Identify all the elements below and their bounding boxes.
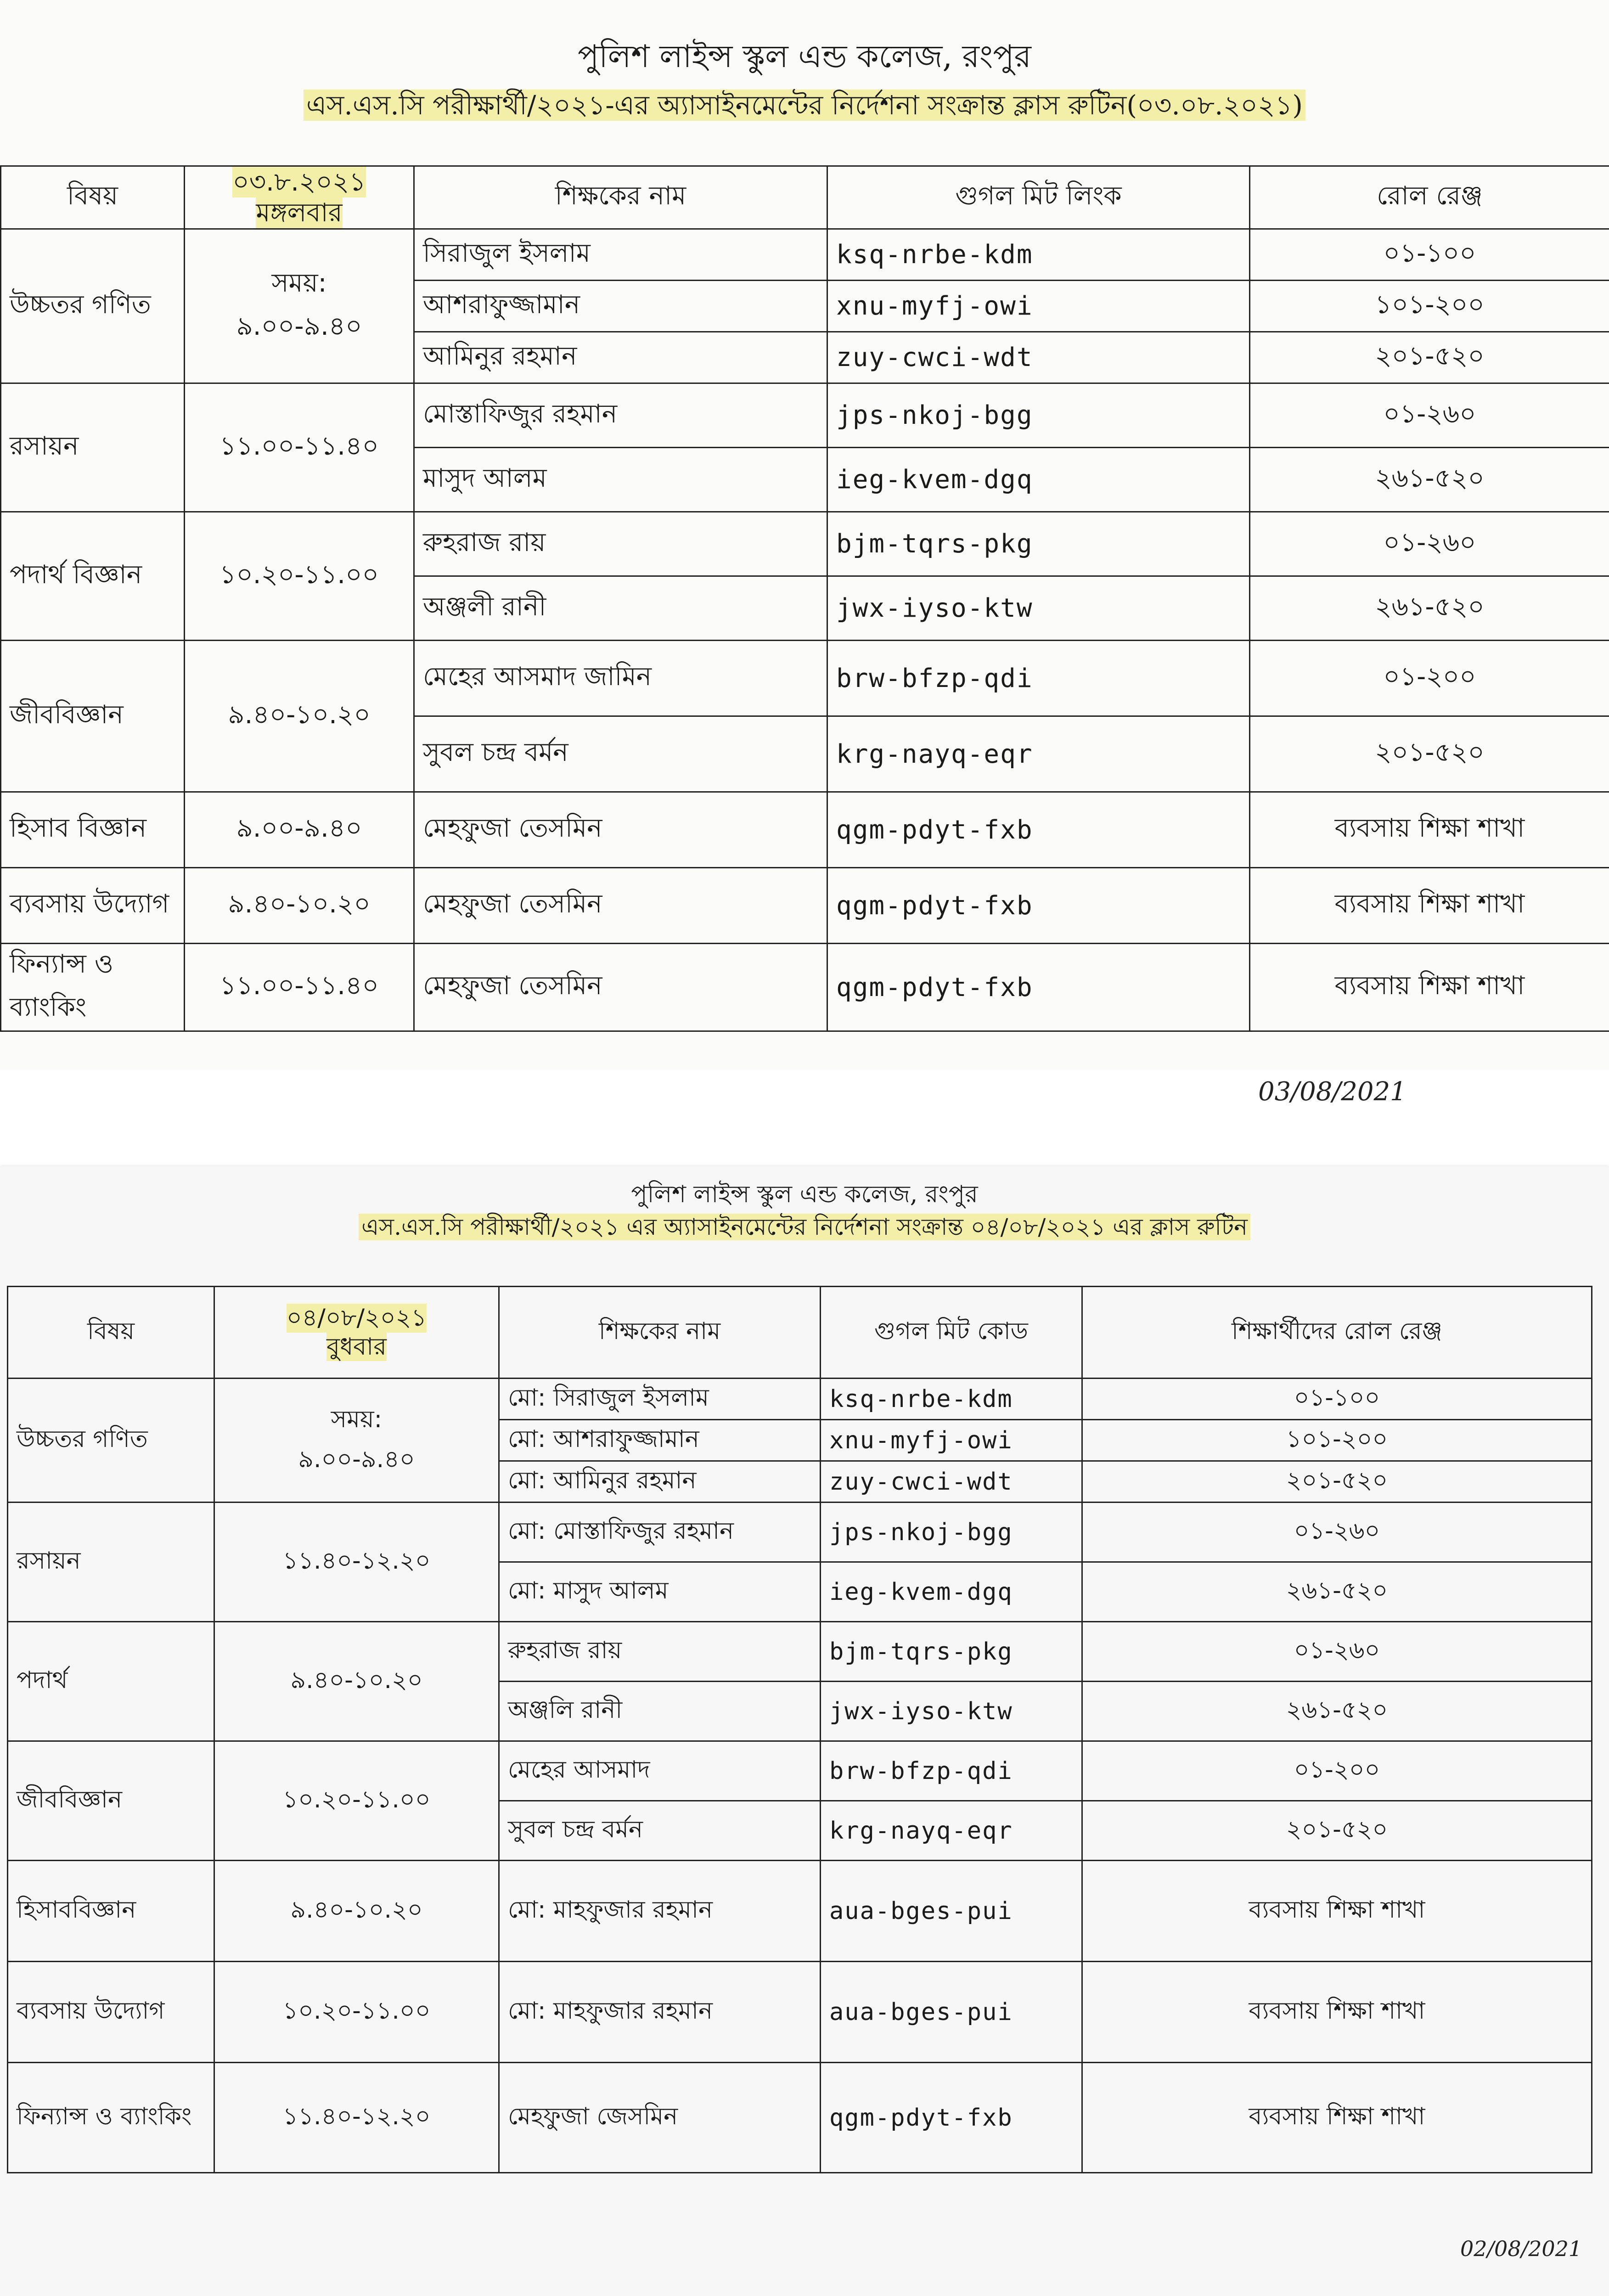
sheet2-subtitle: এস.এস.সি পরীক্ষার্থী/২০২১ এর অ্যাসাইনমেন্টের নির্দেশনা সংক্রান্ত ০৪/০৮/২০২১ এর ক্লাস রুটিন xyxy=(0,1210,1609,1248)
time-value: ৯.০০-৯.৪০ xyxy=(236,311,362,341)
table-row xyxy=(1,383,1609,448)
routine-table-2 xyxy=(7,1286,1592,2173)
teacher-cell: অঞ্জলী রানী xyxy=(414,576,827,641)
teacher-cell: মেহফুজা তেসমিন xyxy=(414,868,827,944)
time-label: সময়: xyxy=(331,1405,383,1433)
time-value: ৯.৪০-১০.২০ xyxy=(228,889,371,919)
roll-range-cell: ০১-২৬০ xyxy=(1082,1503,1592,1562)
subject-cell: জীববিজ্ঞান xyxy=(8,1741,214,1861)
header-link: গুগল মিট লিংক xyxy=(827,166,1250,229)
meet-code-cell: zuy-cwci-wdt xyxy=(827,332,1250,383)
roll-range-cell: ০১-১০০ xyxy=(1082,1379,1592,1420)
time-cell xyxy=(214,1379,499,1503)
time-value: ৯.০০-৯.৪০ xyxy=(298,1445,415,1473)
time-value: ১১.০০-১১.৪০ xyxy=(219,431,379,461)
subject-cell: হিসাব বিজ্ঞান xyxy=(1,792,185,868)
meet-code-cell: jps-nkoj-bgg xyxy=(827,383,1250,448)
signature-date-2: 02/08/2021 xyxy=(1460,2236,1582,2261)
subject-cell: উচ্চতর গণিত xyxy=(8,1379,214,1503)
header-date-day xyxy=(214,1287,499,1379)
time-value: ১১.০০-১১.৪০ xyxy=(219,971,379,1001)
subject-cell: রসায়ন xyxy=(1,383,185,512)
table-body-2 xyxy=(8,1379,1592,2173)
teacher-cell: মো: আমিনুর রহমান xyxy=(499,1461,821,1503)
meet-code-cell: jps-nkoj-bgg xyxy=(821,1503,1082,1562)
roll-range-cell: ২০১-৫২০ xyxy=(1082,1801,1592,1861)
roll-range-cell: ২৬১-৫২০ xyxy=(1082,1682,1592,1741)
subject-cell: পদার্থ xyxy=(8,1622,214,1741)
header-date: ০৪/০৮/২০২১ xyxy=(286,1304,427,1332)
meet-code-cell: jwx-iyso-ktw xyxy=(821,1682,1082,1741)
teacher-cell: মো: মাসুদ আলম xyxy=(499,1562,821,1622)
table-row xyxy=(1,229,1609,281)
roll-range-cell: ২০১-৫২০ xyxy=(1250,716,1609,792)
teacher-cell: মোস্তাফিজুর রহমান xyxy=(414,383,827,448)
meet-code-cell: zuy-cwci-wdt xyxy=(821,1461,1082,1503)
time-value: ১০.২০-১১.০০ xyxy=(282,1786,431,1813)
roll-range-cell: ০১-২০০ xyxy=(1082,1741,1592,1801)
signature-date-1: 03/08/2021 xyxy=(1258,1077,1406,1107)
roll-range-cell: ২৬১-৫২০ xyxy=(1250,576,1609,641)
time-value: ১১.৪০-১২.২০ xyxy=(282,2103,431,2130)
header-subject: বিষয় xyxy=(8,1287,214,1379)
roll-range-cell: ব্যবসায় শিক্ষা শাখা xyxy=(1250,792,1609,868)
time-cell xyxy=(214,1962,499,2063)
header-day: বুধবার xyxy=(326,1333,387,1361)
table-row xyxy=(1,512,1609,576)
time-cell xyxy=(214,1861,499,1962)
table-header-row xyxy=(8,1287,1592,1379)
table-row xyxy=(8,1861,1592,1962)
roll-range-cell: ২০১-৫২০ xyxy=(1250,332,1609,383)
time-label: সময়: xyxy=(271,268,327,298)
table-row xyxy=(8,1622,1592,1682)
subject-cell: ব্যবসায় উদ্যোগ xyxy=(8,1962,214,2063)
teacher-cell: মাসুদ আলম xyxy=(414,448,827,512)
meet-code-cell: aua-bges-pui xyxy=(821,1861,1082,1962)
routine-table-1 xyxy=(0,165,1609,1032)
teacher-cell: মো: মোস্তাফিজুর রহমান xyxy=(499,1503,821,1562)
teacher-cell: মেহফুজা জেসমিন xyxy=(499,2063,821,2173)
meet-code-cell: qgm-pdyt-fxb xyxy=(827,868,1250,944)
roll-range-cell: ২০১-৫২০ xyxy=(1082,1461,1592,1503)
time-cell xyxy=(185,383,414,512)
meet-code-cell: xnu-myfj-owi xyxy=(821,1420,1082,1461)
time-cell xyxy=(214,1503,499,1622)
header-day: মঙ্গলবার xyxy=(256,198,343,228)
table-row xyxy=(1,944,1609,1031)
meet-code-cell: qgm-pdyt-fxb xyxy=(827,944,1250,1031)
teacher-cell: রুহরাজ রায় xyxy=(499,1622,821,1682)
time-cell xyxy=(185,868,414,944)
header-subject: বিষয় xyxy=(1,166,185,229)
meet-code-cell: ksq-nrbe-kdm xyxy=(827,229,1250,281)
roll-range-cell: ব্যবসায় শিক্ষা শাখা xyxy=(1082,1962,1592,2063)
roll-range-cell: ০১-১০০ xyxy=(1250,229,1609,281)
roll-range-cell: ২৬১-৫২০ xyxy=(1082,1562,1592,1622)
time-cell xyxy=(185,792,414,868)
teacher-cell: সুবল চন্দ্র বর্মন xyxy=(499,1801,821,1861)
meet-code-cell: ksq-nrbe-kdm xyxy=(821,1379,1082,1420)
time-cell xyxy=(185,944,414,1031)
table-row xyxy=(1,868,1609,944)
table-row xyxy=(1,792,1609,868)
time-cell xyxy=(185,512,414,641)
time-value: ১১.৪০-১২.২০ xyxy=(282,1547,431,1575)
table-row xyxy=(8,2063,1592,2173)
signature-2 xyxy=(1460,2236,1582,2261)
teacher-cell: মেহফুজা তেসমিন xyxy=(414,792,827,868)
teacher-cell: মো: সিরাজুল ইসলাম xyxy=(499,1379,821,1420)
subject-cell: হিসাববিজ্ঞান xyxy=(8,1861,214,1962)
time-value: ৯.৪০-১০.২০ xyxy=(290,1666,423,1694)
subject-cell: উচ্চতর গণিত xyxy=(1,229,185,383)
teacher-cell: মেহফুজা তেসমিন xyxy=(414,944,827,1031)
meet-code-cell: aua-bges-pui xyxy=(821,1962,1082,2063)
subject-cell: ফিন্যান্স ও ব্যাংকিং xyxy=(1,944,185,1031)
table-row xyxy=(8,1741,1592,1801)
teacher-cell: মো: মাহফুজার রহমান xyxy=(499,1861,821,1962)
meet-code-cell: ieg-kvem-dgq xyxy=(821,1562,1082,1622)
teacher-cell: আমিনুর রহমান xyxy=(414,332,827,383)
roll-range-cell: ব্যবসায় শিক্ষা শাখা xyxy=(1250,944,1609,1031)
header-roll: রোল রেঞ্জ xyxy=(1250,166,1609,229)
header-teacher: শিক্ষকের নাম xyxy=(414,166,827,229)
sheet2-title: পুলিশ লাইন্স স্কুল এন্ড কলেজ, রংপুর xyxy=(631,1181,978,1208)
header-date: ০৩.৮.২০২১ xyxy=(232,167,366,197)
table-row xyxy=(8,1962,1592,2063)
header-link: গুগল মিট কোড xyxy=(821,1287,1082,1379)
time-value: ১০.২০-১১.০০ xyxy=(282,1997,431,2025)
meet-code-cell: ieg-kvem-dgq xyxy=(827,448,1250,512)
subject-cell: ফিন্যান্স ও ব্যাংকিং xyxy=(8,2063,214,2173)
meet-code-cell: qgm-pdyt-fxb xyxy=(821,2063,1082,2173)
table-header-row xyxy=(1,166,1609,229)
header-teacher: শিক্ষকের নাম xyxy=(499,1287,821,1379)
teacher-cell: সুবল চন্দ্র বর্মন xyxy=(414,716,827,792)
sheet1-subtitle: এস.এস.সি পরীক্ষার্থী/২০২১-এর অ্যাসাইনমেন্টের নির্দেশনা সংক্রান্ত ক্লাস রুটিন(০৩.০৮.২০২১) xyxy=(0,85,1609,129)
teacher-cell: মো: আশরাফুজ্জামান xyxy=(499,1420,821,1461)
time-value: ৯.৪০-১০.২০ xyxy=(290,1896,423,1924)
roll-range-cell: ১০১-২০০ xyxy=(1250,281,1609,332)
header-date-day xyxy=(185,166,414,229)
table-row xyxy=(8,1503,1592,1562)
meet-code-cell: xnu-myfj-owi xyxy=(827,281,1250,332)
signature-1 xyxy=(1258,1077,1406,1107)
time-cell xyxy=(185,641,414,792)
meet-code-cell: brw-bfzp-qdi xyxy=(827,641,1250,716)
table-body-1 xyxy=(1,229,1609,1031)
roll-range-cell: ব্যবসায় শিক্ষা শাখা xyxy=(1082,1861,1592,1962)
table-row xyxy=(1,641,1609,716)
roll-range-cell: ০১-২৬০ xyxy=(1250,512,1609,576)
teacher-cell: মেহের আসমাদ xyxy=(499,1741,821,1801)
teacher-cell: আশরাফুজ্জামান xyxy=(414,281,827,332)
roll-range-cell: ২৬১-৫২০ xyxy=(1250,448,1609,512)
meet-code-cell: krg-nayq-eqr xyxy=(827,716,1250,792)
meet-code-cell: krg-nayq-eqr xyxy=(821,1801,1082,1861)
time-cell xyxy=(214,1622,499,1741)
header-roll: শিক্ষার্থীদের রোল রেঞ্জ xyxy=(1082,1287,1592,1379)
roll-range-cell: ব্যবসায় শিক্ষা শাখা xyxy=(1250,868,1609,944)
meet-code-cell: qgm-pdyt-fxb xyxy=(827,792,1250,868)
time-cell xyxy=(185,229,414,383)
teacher-cell: রুহরাজ রায় xyxy=(414,512,827,576)
teacher-cell: সিরাজুল ইসলাম xyxy=(414,229,827,281)
teacher-cell: অঞ্জলি রানী xyxy=(499,1682,821,1741)
meet-code-cell: brw-bfzp-qdi xyxy=(821,1741,1082,1801)
roll-range-cell: ব্যবসায় শিক্ষা শাখা xyxy=(1082,2063,1592,2173)
subject-cell: জীববিজ্ঞান xyxy=(1,641,185,792)
time-cell xyxy=(214,1741,499,1861)
roll-range-cell: ০১-২৬০ xyxy=(1250,383,1609,448)
roll-range-cell: ১০১-২০০ xyxy=(1082,1420,1592,1461)
subject-cell: ব্যবসায় উদ্যোগ xyxy=(1,868,185,944)
sheet1-title: পুলিশ লাইন্স স্কুল এন্ড কলেজ, রংপুর xyxy=(578,39,1031,75)
roll-range-cell: ০১-২০০ xyxy=(1250,641,1609,716)
meet-code-cell: bjm-tqrs-pkg xyxy=(821,1622,1082,1682)
time-value: ১০.২০-১১.০০ xyxy=(219,559,379,590)
teacher-cell: মেহের আসমাদ জামিন xyxy=(414,641,827,716)
meet-code-cell: jwx-iyso-ktw xyxy=(827,576,1250,641)
subject-cell: রসায়ন xyxy=(8,1503,214,1622)
teacher-cell: মো: মাহফুজার রহমান xyxy=(499,1962,821,2063)
time-value: ৯.০০-৯.৪০ xyxy=(236,813,362,844)
subject-cell: পদার্থ বিজ্ঞান xyxy=(1,512,185,641)
table-row xyxy=(8,1379,1592,1420)
meet-code-cell: bjm-tqrs-pkg xyxy=(827,512,1250,576)
time-cell xyxy=(214,2063,499,2173)
roll-range-cell: ০১-২৬০ xyxy=(1082,1622,1592,1682)
time-value: ৯.৪০-১০.২০ xyxy=(228,699,371,730)
